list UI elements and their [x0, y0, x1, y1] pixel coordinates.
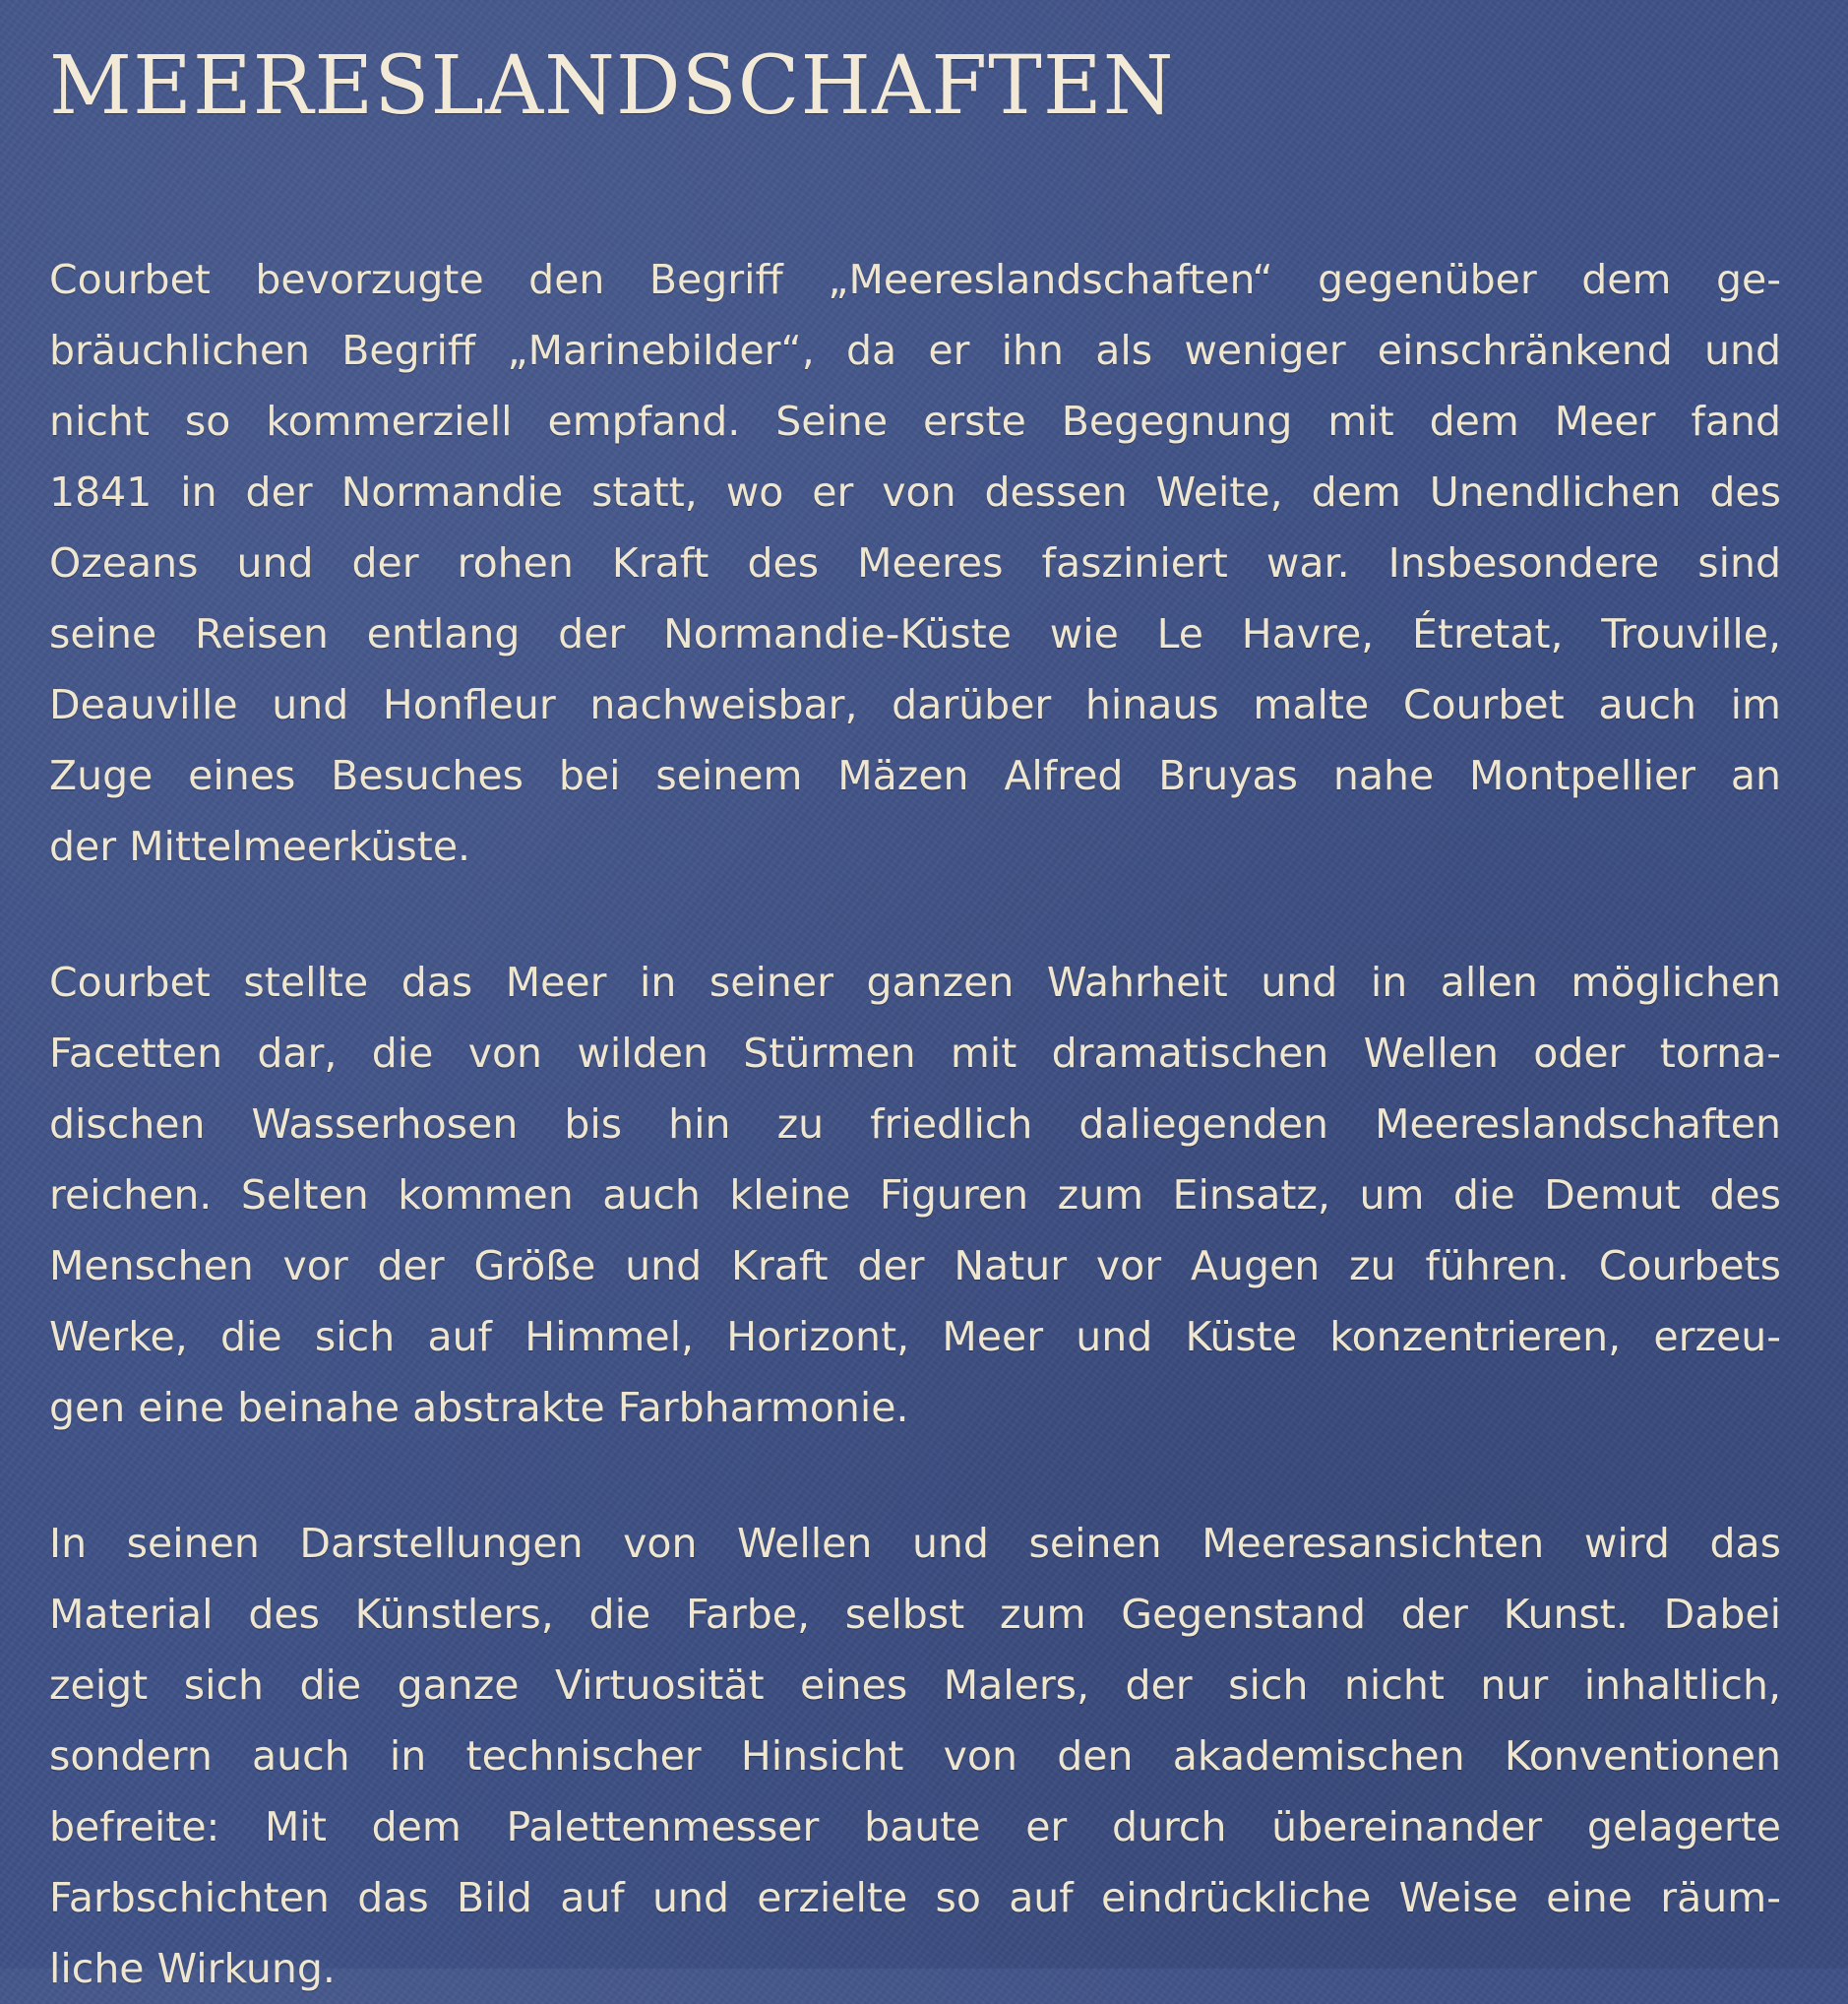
text-line: Zuge eines Besuches bei seinem Mäzen Alfred Bruyas nahe Montpellier an	[49, 752, 1781, 799]
text-line: gen eine beinahe abstrakte Farbharmonie.	[49, 1384, 909, 1431]
text-line: Ozeans und der rohen Kraft des Meeres fasziniert war. Insbesondere sind	[49, 539, 1781, 587]
text-line: zeigt sich die ganze Virtuosität eines Malers, der sich nicht nur inhaltlich,	[49, 1661, 1781, 1709]
panel-title: MEERESLANDSCHAFTEN	[49, 39, 1175, 133]
text-line: der Mittelmeerküste.	[49, 823, 471, 870]
text-line: Farbschichten das Bild auf und erzielte so auf eindrückliche Weise eine räum-	[49, 1874, 1781, 1921]
text-line: In seinen Darstellungen von Wellen und seinen Meeresansichten wird das	[49, 1520, 1781, 1567]
text-line: befreite: Mit dem Palettenmesser baute er durch übereinander gelagerte	[49, 1803, 1781, 1850]
text-line: dischen Wasserhosen bis hin zu friedlich daliegenden Meereslandschaften	[49, 1100, 1781, 1148]
text-line: seine Reisen entlang der Normandie-Küste wie Le Havre, Étretat, Trouville,	[49, 610, 1781, 658]
text-line: Werke, die sich auf Himmel, Horizont, Meer und Küste konzentrieren, erzeu-	[49, 1313, 1781, 1360]
paragraph-3	[49, 1508, 1781, 2004]
text-line: Courbet bevorzugte den Begriff „Meereslandschaften“ gegenüber dem ge-	[49, 256, 1781, 303]
paragraph-2	[49, 947, 1781, 1443]
text-line: Deauville und Honfleur nachweisbar, darüber hinaus malte Courbet auch im	[49, 681, 1781, 728]
text-line: Material des Künstlers, die Farbe, selbst zum Gegenstand der Kunst. Dabei	[49, 1591, 1781, 1638]
text-line: liche Wirkung.	[49, 1945, 336, 1992]
panel-body	[49, 244, 1781, 2004]
text-line: Facetten dar, die von wilden Stürmen mit dramatischen Wellen oder torna-	[49, 1030, 1781, 1077]
text-line: nicht so kommerziell empfand. Seine erste Begegnung mit dem Meer fand	[49, 398, 1781, 445]
text-line: sondern auch in technischer Hinsicht von den akademischen Konventionen	[49, 1732, 1781, 1780]
text-line: bräuchlichen Begriff „Marinebilder“, da er ihn als weniger einschränkend und	[49, 327, 1781, 374]
paragraph-1	[49, 244, 1781, 882]
text-line: Menschen vor der Größe und Kraft der Natur vor Augen zu führen. Courbets	[49, 1242, 1781, 1289]
text-line: reichen. Selten kommen auch kleine Figuren zum Einsatz, um die Demut des	[49, 1171, 1781, 1219]
text-line: Courbet stellte das Meer in seiner ganzen Wahrheit und in allen möglichen	[49, 959, 1781, 1006]
text-line: 1841 in der Normandie statt, wo er von dessen Weite, dem Unendlichen des	[49, 469, 1781, 516]
